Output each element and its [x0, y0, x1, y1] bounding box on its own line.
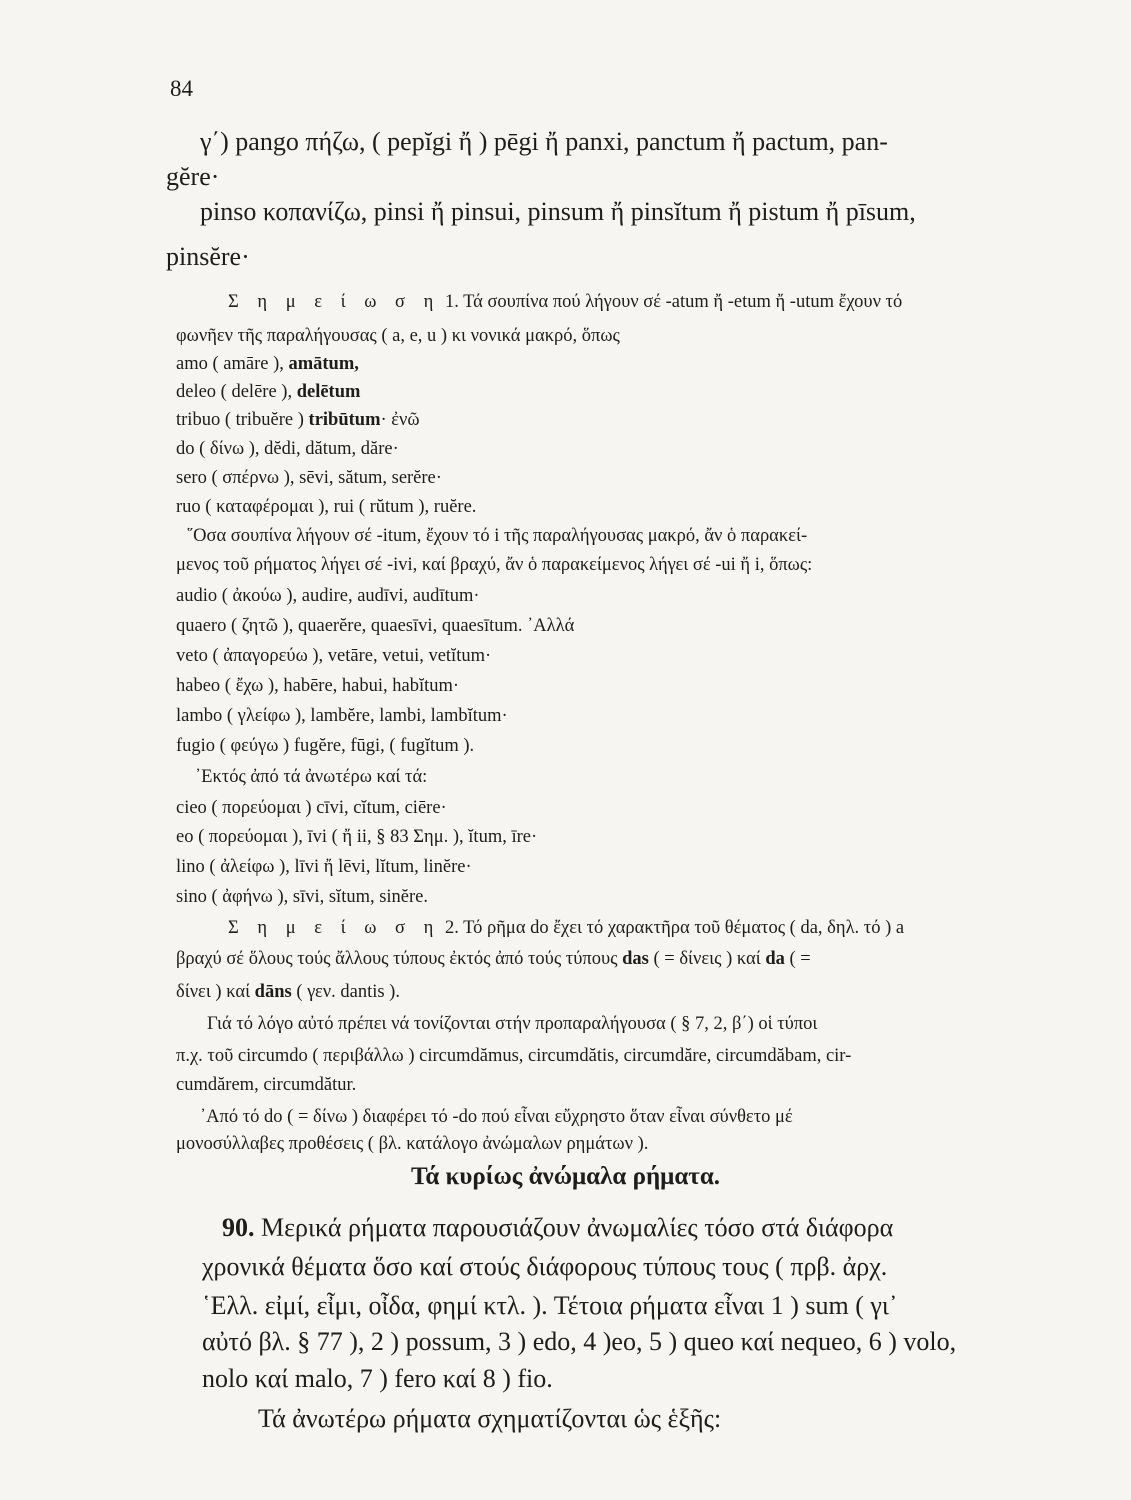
- example-line: [176, 382, 360, 403]
- note-line: [228, 292, 902, 313]
- note-line: μενος τοῦ ρήματος λήγει σέ -ivi, καί βραχύ, ἄν ὁ παρακείμενος λήγει σέ -ui ἤ i, ὅπως:: [176, 555, 813, 575]
- example-text: · ἐνῶ: [380, 410, 420, 430]
- example-line: [176, 410, 420, 431]
- note-line: ῞Οσα σουπίνα λήγουν σέ -itum, ἔχουν τό i τῆς παραλήγουσας μακρό, ἄν ὁ παρακεί-: [187, 526, 808, 546]
- note-bold: das: [622, 949, 649, 969]
- text-line: pinso κοπανίζω, pinsi ἤ pinsui, pinsum ἤ pinsĭtum ἤ pistum ἤ pīsum,: [200, 197, 916, 226]
- paragraph-line: αὐτό βλ. § 77 ), 2 ) possum, 3 ) edo, 4 )eo, 5 ) queo καί nequeo, 6 ) volo,: [202, 1327, 957, 1356]
- note-line: cumdărem, circumdătur.: [176, 1075, 357, 1095]
- note-text: 2. Τό ρῆμα do ἔχει τό χαρακτῆρα τοῦ θέματος ( da, δηλ. τό ) a: [444, 918, 905, 938]
- paragraph-line: Τά ἀνωτέρω ρήματα σχηματίζονται ὡς ἑξῆς:: [258, 1404, 722, 1433]
- text-line: γ΄) pango πήζω, ( pepĭgi ἤ ) pēgi ἤ panxi, panctum ἤ pactum, pan-: [200, 127, 888, 156]
- note-line: [176, 949, 811, 970]
- example-line: audio ( ἀκούω ), audire, audīvi, audītum·: [176, 586, 480, 606]
- page-number: 84: [170, 76, 193, 101]
- paragraph-line: ῾Ελλ. εἰμί, εἶμι, οἶδα, φημί κτλ. ). Τέτοια ρήματα εἶναι 1 ) sum ( γι᾿: [202, 1291, 898, 1320]
- text-line: gĕre·: [166, 162, 220, 191]
- note-text: 1. Τά σουπίνα πού λήγουν σέ -atum ἤ -etum ἤ -utum ἔχουν τό: [444, 292, 903, 312]
- example-bold: amātum,: [288, 354, 359, 374]
- paragraph-text: Μερικά ρήματα παρουσιάζουν ἀνωμαλίες τόσο στά διάφορα: [261, 1213, 894, 1242]
- example-line: habeo ( ἔχω ), habēre, habui, habĭtum·: [176, 676, 460, 696]
- note-line: [228, 918, 904, 939]
- example-text: amo ( amāre ),: [176, 354, 284, 374]
- note-text: ( =: [789, 949, 811, 969]
- example-text: deleo ( delēre ),: [176, 382, 293, 402]
- paragraph-number: 90.: [222, 1213, 255, 1242]
- example-bold: delētum: [296, 382, 361, 402]
- example-line: veto ( ἀπαγορεύω ), vetāre, vetui, vetĭtum·: [176, 646, 492, 666]
- example-line: ᾿Εκτός ἀπό τά ἀνωτέρω καί τά:: [195, 767, 428, 787]
- note-line: Γιά τό λόγο αὐτό πρέπει νά τονίζονται στήν προπαραλήγουσα ( § 7, 2, β΄) οἱ τύποι: [207, 1014, 818, 1034]
- example-bold: tribūtum: [308, 410, 381, 430]
- example-line: quaero ( ζητῶ ), quaerĕre, quaesīvi, quaesītum. ᾿Αλλά: [176, 616, 575, 636]
- example-line: lambo ( γλείφω ), lambĕre, lambi, lambĭtum·: [176, 706, 508, 726]
- note-line: μονοσύλλαβες προθέσεις ( βλ. κατάλογο ἀνώμαλων ρημάτων ).: [176, 1134, 649, 1154]
- note-bold: dāns: [254, 982, 292, 1002]
- note-bold: da: [765, 949, 785, 969]
- section-heading: Τά κυρίως ἀνώμαλα ρήματα.: [410, 1163, 721, 1190]
- note-line: φωνῆεν τῆς παραλήγουσας ( a, e, u ) κι νονικά μακρό, ὅπως: [176, 326, 620, 346]
- note-text: ( = δίνεις ) καί: [653, 949, 761, 969]
- example-line: fugio ( φεύγω ) fugĕre, fūgi, ( fugĭtum ).: [176, 736, 475, 756]
- paragraph-line: nolo καί malo, 7 ) fero καί 8 ) fio.: [202, 1364, 553, 1393]
- example-line: eo ( πορεύομαι ), īvi ( ἤ ii, § 83 Σημ. ), ĭtum, īre·: [176, 827, 538, 847]
- example-line: ruo ( καταφέρομαι ), rui ( rŭtum ), ruĕre.: [176, 497, 477, 517]
- note-label: Σ η μ ε ί ω σ η: [228, 292, 441, 312]
- note-text: βραχύ σέ ὅλους τούς ἄλλους τύπους ἐκτός ἀπό τούς τύπους: [176, 949, 618, 969]
- example-line: do ( δίνω ), dĕdi, dătum, dăre·: [176, 439, 399, 459]
- note-line: ᾿Από τό do ( = δίνω ) διαφέρει τό -do πού εἶναι εὔχρηστο ὅταν εἶναι σύνθετο μέ: [200, 1107, 793, 1127]
- example-text: tribuo ( tribuĕre ): [176, 410, 304, 430]
- paragraph-line: [222, 1213, 893, 1243]
- paragraph-line: χρονικά θέματα ὅσο καί στούς διάφορους τύπους τους ( πρβ. ἀρχ.: [202, 1252, 888, 1281]
- text-line: pinsĕre·: [166, 242, 250, 271]
- note-text: δίνει ) καί: [176, 982, 251, 1002]
- example-line: lino ( ἀλείφω ), līvi ἤ lēvi, lĭtum, linĕre·: [176, 857, 472, 877]
- example-line: cieo ( πορεύομαι ) cīvi, cĭtum, ciēre·: [176, 798, 447, 818]
- example-line: [176, 354, 359, 375]
- note-label: Σ η μ ε ί ω σ η: [228, 918, 441, 938]
- note-line: [176, 982, 400, 1003]
- note-line: π.χ. τοῦ circumdo ( περιβάλλω ) circumdămus, circumdătis, circumdăre, circumdăbam, cir-: [176, 1046, 852, 1066]
- example-line: sero ( σπέρνω ), sēvi, sătum, serĕre·: [176, 468, 442, 488]
- example-line: sino ( ἀφήνω ), sīvi, sĭtum, sinĕre.: [176, 887, 429, 907]
- note-text: ( γεν. dantis ).: [296, 982, 400, 1002]
